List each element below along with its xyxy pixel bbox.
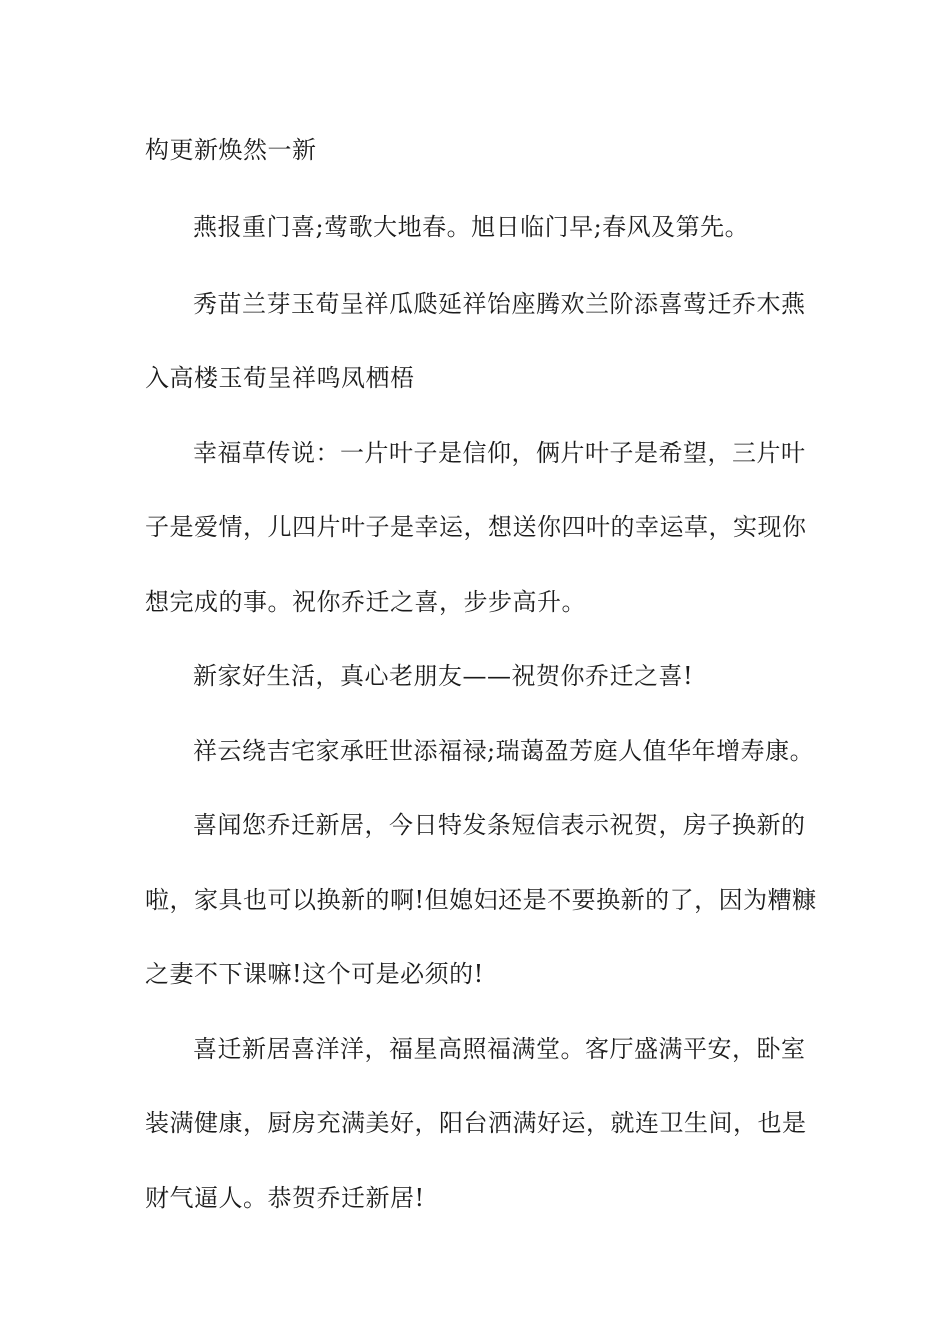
text-line-5: 幸福草传说：一片叶子是信仰，俩片叶子是希望，三片叶 (193, 439, 806, 467)
text-line-11: 啦，家具也可以换新的啊!但媳妇还是不要换新的了，因为糟糠 (145, 886, 817, 914)
text-line-10: 喜闻您乔迁新居，今日特发条短信表示祝贺，房子换新的 (193, 811, 806, 839)
text-line-6: 子是爱情，儿四片叶子是幸运，想送你四叶的幸运草，实现你 (145, 513, 807, 541)
text-line-4: 入高楼玉荀呈祥鸣凤栖梧 (145, 364, 415, 392)
text-line-2: 燕报重门喜;莺歌大地春。旭日临门早;春风及第先。 (193, 213, 750, 241)
text-line-8: 新家好生活，真心老朋友——祝贺你乔迁之喜! (193, 662, 694, 690)
text-line-12: 之妻不下课嘛!这个可是必须的! (145, 960, 484, 988)
text-line-14: 装满健康，厨房充满美好，阳台洒满好运，就连卫生间，也是 (145, 1109, 807, 1137)
text-line-15: 财气逼人。恭贺乔迁新居! (145, 1184, 425, 1212)
text-line-3: 秀苗兰芽玉荀呈祥瓜瓞延祥饴座腾欢兰阶添喜莺迁乔木燕 (193, 290, 806, 318)
text-line-9: 祥云绕吉宅家承旺世添福禄;瑞蔼盈芳庭人值华年增寿康。 (193, 737, 815, 765)
text-line-7: 想完成的事。祝你乔迁之喜，步步高升。 (145, 588, 586, 616)
text-line-1: 构更新焕然一新 (145, 136, 317, 164)
text-line-13: 喜迁新居喜洋洋，福星高照福满堂。客厅盛满平安，卧室 (193, 1035, 806, 1063)
